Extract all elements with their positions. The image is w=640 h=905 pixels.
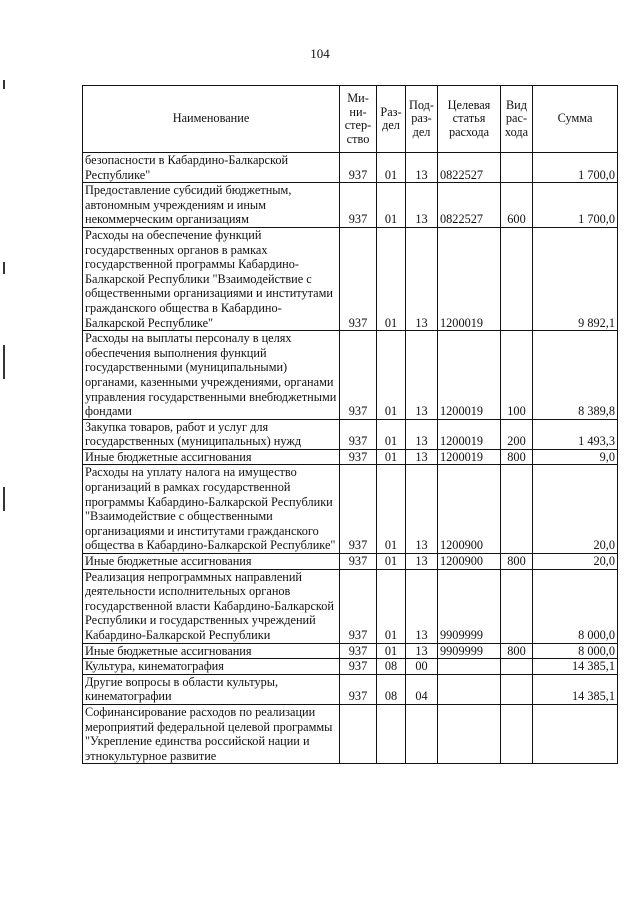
row-name: Иные бюджетные ассигнования (83, 554, 340, 570)
row-sum: 8 000,0 (533, 569, 618, 643)
table-row (83, 227, 618, 330)
row-sum (533, 704, 618, 763)
row-target: 1200019 (438, 419, 501, 449)
row-name: Иные бюджетные ассигнования (83, 449, 340, 465)
header-kind: Вид рас-хода (501, 86, 533, 153)
row-name: Предоставление субсидий бюджетным, автономным учреждениям и иным некоммерческим организациям (83, 183, 340, 228)
row-kind (501, 153, 533, 183)
row-target: 1200019 (438, 331, 501, 420)
row-target: 1200019 (438, 449, 501, 465)
table-row (83, 569, 618, 643)
row-ministry: 937 (340, 465, 377, 554)
margin-mark (3, 80, 5, 89)
table-row (83, 449, 618, 465)
row-target (438, 674, 501, 704)
row-kind (501, 569, 533, 643)
row-subsection: 13 (406, 227, 438, 330)
row-ministry: 937 (340, 227, 377, 330)
row-name: Софинансирование расходов по реализации мероприятий федеральной целевой программы "Укрепление единства российской нации и этнокультурное развитие (83, 704, 340, 763)
row-name: Закупка товаров, работ и услуг для государственных (муниципальных) нужд (83, 419, 340, 449)
row-ministry: 937 (340, 419, 377, 449)
margin-mark (3, 262, 5, 274)
row-name: Расходы на выплаты персоналу в целях обеспечения выполнения функций государственными (муниципальными) органами, казенными учреждениями, органами управления государственными внебюджетными фондами (83, 331, 340, 420)
row-ministry: 937 (340, 331, 377, 420)
row-subsection: 04 (406, 674, 438, 704)
row-target: 0822527 (438, 153, 501, 183)
table-row (83, 183, 618, 228)
table-header-row (83, 86, 618, 153)
row-name: Расходы на обеспечение функций государственных органов в рамках государственной программы Кабардино-Балкарской Республики "Взаимодействие с общественными организациями и институтами гражданского общества в Кабардино-Балкарской Республике" (83, 227, 340, 330)
table-row (83, 331, 618, 420)
row-section: 01 (377, 183, 406, 228)
row-section: 01 (377, 465, 406, 554)
row-ministry: 937 (340, 674, 377, 704)
row-subsection: 13 (406, 419, 438, 449)
header-target: Целевая статья расхода (438, 86, 501, 153)
header-sum: Сумма (533, 86, 618, 153)
page-number: 104 (310, 46, 330, 61)
row-ministry: 937 (340, 554, 377, 570)
row-target: 0822527 (438, 183, 501, 228)
row-kind: 800 (501, 449, 533, 465)
row-section: 01 (377, 569, 406, 643)
row-subsection: 13 (406, 643, 438, 659)
row-sum: 1 493,3 (533, 419, 618, 449)
row-sum: 9 892,1 (533, 227, 618, 330)
row-section: 01 (377, 449, 406, 465)
row-ministry: 937 (340, 449, 377, 465)
table-row (83, 554, 618, 570)
row-kind (501, 674, 533, 704)
row-kind: 800 (501, 643, 533, 659)
row-target: 9909999 (438, 569, 501, 643)
row-subsection: 13 (406, 331, 438, 420)
row-subsection: 13 (406, 153, 438, 183)
header-section: Раз-дел (377, 86, 406, 153)
row-sum: 14 385,1 (533, 674, 618, 704)
margin-mark (3, 345, 5, 379)
row-subsection: 13 (406, 554, 438, 570)
table-row (83, 419, 618, 449)
row-kind (501, 227, 533, 330)
row-subsection: 13 (406, 183, 438, 228)
row-name: Реализация непрограммных направлений деятельности исполнительных органов государственной власти Кабардино-Балкарской Республики и государственных учреждений Кабардино-Балкарской Республики (83, 569, 340, 643)
row-sum: 20,0 (533, 465, 618, 554)
row-kind (501, 704, 533, 763)
row-sum: 1 700,0 (533, 153, 618, 183)
row-ministry: 937 (340, 183, 377, 228)
row-ministry: 937 (340, 643, 377, 659)
row-name: Другие вопросы в области культуры, кинематографии (83, 674, 340, 704)
row-subsection (406, 704, 438, 763)
row-target: 1200900 (438, 554, 501, 570)
row-kind (501, 659, 533, 675)
row-target: 9909999 (438, 643, 501, 659)
row-ministry (340, 704, 377, 763)
row-section: 01 (377, 643, 406, 659)
header-ministry: Ми-ни-стер-ство (340, 86, 377, 153)
table-row (83, 643, 618, 659)
row-section: 01 (377, 554, 406, 570)
row-sum: 8 000,0 (533, 643, 618, 659)
row-name: Расходы на уплату налога на имущество организаций в рамках государственной программы Кабардино-Балкарской Республики "Взаимодействие с общественными организациями и институтами гражданского общества в Кабардино-Балкарской Республике" (83, 465, 340, 554)
row-name: безопасности в Кабардино-Балкарской Республике" (83, 153, 340, 183)
header-name: Наименование (83, 86, 340, 153)
row-section: 08 (377, 674, 406, 704)
row-kind: 800 (501, 554, 533, 570)
table-row (83, 153, 618, 183)
table-row (83, 465, 618, 554)
row-target (438, 659, 501, 675)
row-section: 01 (377, 227, 406, 330)
row-section: 08 (377, 659, 406, 675)
row-ministry: 937 (340, 659, 377, 675)
row-section (377, 704, 406, 763)
row-name: Культура, кинематография (83, 659, 340, 675)
table-row (83, 674, 618, 704)
row-section: 01 (377, 153, 406, 183)
row-kind: 200 (501, 419, 533, 449)
budget-table (82, 85, 618, 764)
row-sum: 20,0 (533, 554, 618, 570)
row-subsection: 00 (406, 659, 438, 675)
row-section: 01 (377, 419, 406, 449)
row-subsection: 13 (406, 449, 438, 465)
row-ministry: 937 (340, 569, 377, 643)
row-subsection: 13 (406, 465, 438, 554)
table-row (83, 704, 618, 763)
row-subsection: 13 (406, 569, 438, 643)
row-target (438, 704, 501, 763)
margin-mark (3, 487, 5, 511)
table-row (83, 659, 618, 675)
row-target: 1200019 (438, 227, 501, 330)
header-subsection: Под-раз-дел (406, 86, 438, 153)
row-name: Иные бюджетные ассигнования (83, 643, 340, 659)
row-sum: 14 385,1 (533, 659, 618, 675)
row-sum: 8 389,8 (533, 331, 618, 420)
row-kind: 600 (501, 183, 533, 228)
row-ministry: 937 (340, 153, 377, 183)
row-section: 01 (377, 331, 406, 420)
row-kind: 100 (501, 331, 533, 420)
row-sum: 9,0 (533, 449, 618, 465)
row-sum: 1 700,0 (533, 183, 618, 228)
row-kind (501, 465, 533, 554)
row-target: 1200900 (438, 465, 501, 554)
